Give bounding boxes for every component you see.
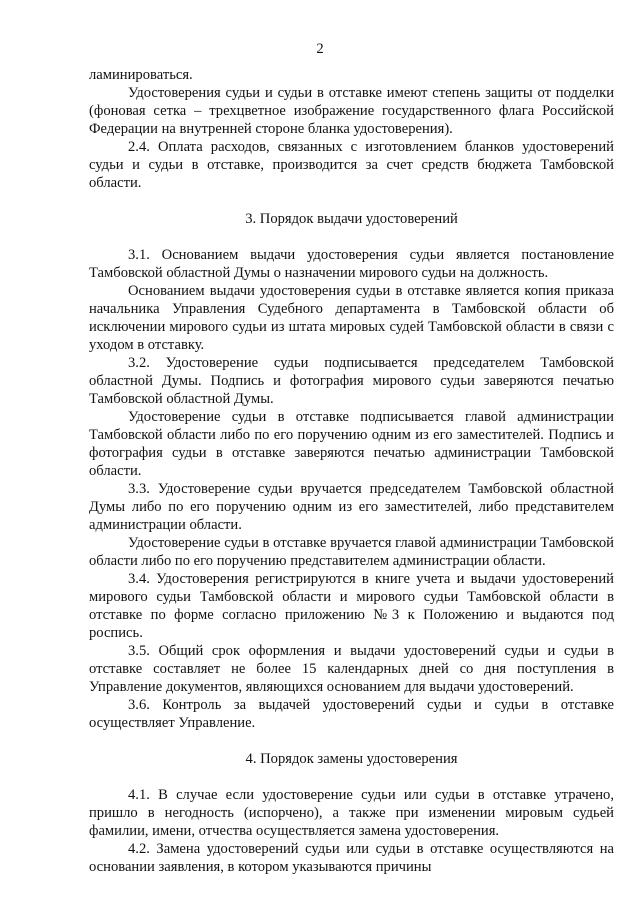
- section-4: [89, 786, 614, 876]
- paragraph: 2.4. Оплата расходов, связанных с изготовлением бланков удостоверений судьи и судьи в отставке, производится за счет средств бюджета Тамбовской области.: [89, 139, 614, 191]
- paragraph: 3.2. Удостоверение судьи подписывается председателем Тамбовской областной Думы. Подпись и фотография мирового судьи заверяются печатью Тамбовской областной Думы.: [89, 355, 614, 407]
- section-heading-4: 4. Порядок замены удостоверения: [245, 751, 458, 767]
- page-number: 2: [316, 41, 324, 57]
- paragraph: Удостоверение судьи в отставке подписывается главой администрации Тамбовской области либо по его поручению одним из его заместителей. Подпись и фотография судьи в отставке заверяются печатью администрации Тамбовской области.: [89, 409, 614, 479]
- paragraph: Удостоверения судьи и судьи в отставке имеют степень защиты от подделки (фоновая сетка – трехцветное изображение государственного флага Российской Федерации на внутренней стороне бланка удостоверения).: [89, 85, 614, 137]
- section-2-continuation: [89, 66, 614, 192]
- section-heading-3: 3. Порядок выдачи удостоверений: [245, 211, 458, 227]
- paragraph: 3.4. Удостоверения регистрируются в книге учета и выдачи удостоверений мирового судьи Тамбовской области и мирового судьи Тамбовской области в отставке по форме согласно приложению №3 к Положению и выдаются под роспись.: [89, 571, 614, 641]
- paragraph: 4.1. В случае если удостоверение судьи или судьи в отставке утрачено, пришло в негодность (испорчено), а также при изменении мировым судьей фамилии, имени, отчества осуществляется замена удостоверения.: [89, 787, 614, 839]
- document-body: [89, 66, 614, 876]
- paragraph: Основанием выдачи удостоверения судьи в отставке является копия приказа начальника Управления Судебного департамента в Тамбовской области об исключении мирового судьи из штата мировых судей Тамбовской области в связи с уходом в отставку.: [89, 283, 614, 353]
- paragraph: 3.5. Общий срок оформления и выдачи удостоверений судьи и судьи в отставке составляет не более 15 календарных дней со дня поступления в Управление документов, являющихся основанием для выдачи удостоверений.: [89, 643, 614, 695]
- paragraph: ламинироваться.: [89, 67, 193, 83]
- section-3: [89, 246, 614, 732]
- paragraph: 4.2. Замена удостоверений судьи или судьи в отставке осуществляются на основании заявления, в котором указываются причины: [89, 841, 614, 875]
- paragraph: Удостоверение судьи в отставке вручается главой администрации Тамбовской области либо по его поручению представителем администрации области.: [89, 535, 614, 569]
- paragraph: 3.3. Удостоверение судьи вручается председателем Тамбовской областной Думы либо по его поручению одним из его заместителей, либо представителем администрации области.: [89, 481, 614, 533]
- paragraph: 3.1. Основанием выдачи удостоверения судьи является постановление Тамбовской областной Думы о назначении мирового судьи на должность.: [89, 247, 614, 281]
- paragraph: 3.6. Контроль за выдачей удостоверений судьи и судьи в отставке осуществляет Управление.: [89, 697, 614, 731]
